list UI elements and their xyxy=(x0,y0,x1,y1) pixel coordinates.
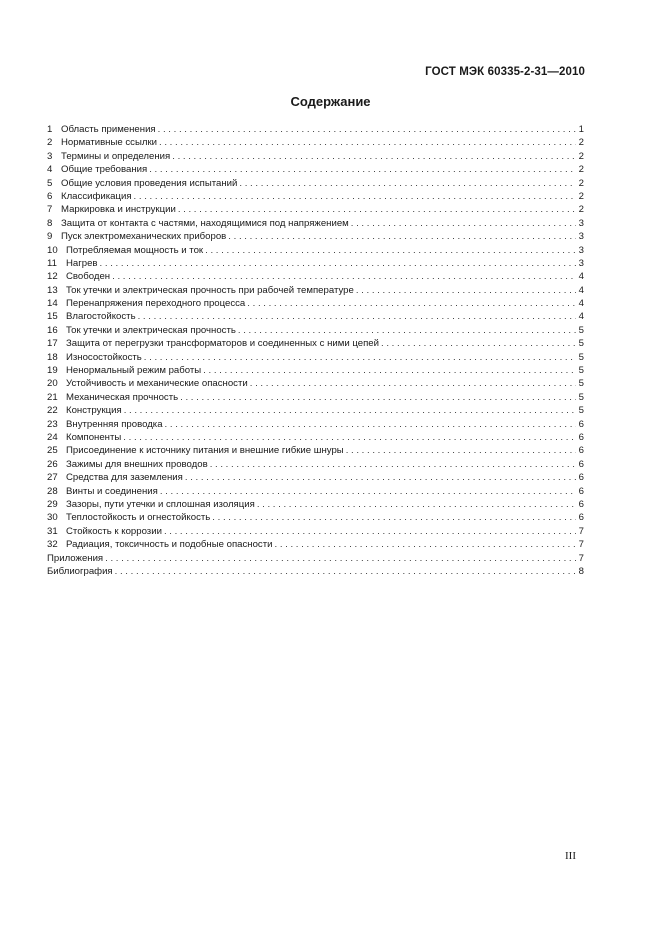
toc-entry-page: 4 xyxy=(578,298,584,310)
toc-leader-dots xyxy=(238,324,576,337)
toc-entry-number: 26 xyxy=(47,458,58,470)
toc-entry-page: 4 xyxy=(578,284,584,296)
toc-entry-label: Ненормальный режим работы xyxy=(66,365,202,377)
toc-entry[interactable] xyxy=(47,324,584,337)
toc-entry-label: Нормативные ссылки xyxy=(61,137,158,149)
toc-entry-label: Влагостойкость xyxy=(66,311,136,323)
toc-entry-number: 5 xyxy=(47,177,53,189)
toc-entry-page: 2 xyxy=(578,190,584,202)
toc-leader-dots xyxy=(247,297,576,310)
toc-entry-number: 15 xyxy=(47,311,58,323)
toc-leader-dots xyxy=(356,284,576,297)
toc-entry-number: 22 xyxy=(47,405,58,417)
table-of-contents xyxy=(47,123,584,578)
toc-leader-dots xyxy=(138,310,576,323)
toc-entry[interactable] xyxy=(47,163,584,176)
toc-leader-dots xyxy=(158,123,576,136)
toc-entry[interactable] xyxy=(47,364,584,377)
toc-leader-dots xyxy=(160,485,576,498)
toc-entry-label: Защита от контакта с частями, находящимися под напряжением xyxy=(61,217,349,229)
toc-entry[interactable] xyxy=(47,123,584,136)
toc-entry-label: Средства для заземления xyxy=(66,472,183,484)
toc-entry[interactable] xyxy=(47,471,584,484)
toc-entry-number: 29 xyxy=(47,498,58,510)
toc-entry-number: 1 xyxy=(47,124,53,135)
toc-leader-dots xyxy=(257,498,576,511)
toc-leader-dots xyxy=(210,458,576,471)
toc-entry-number: 30 xyxy=(47,512,58,524)
toc-entry-label: Износостойкость xyxy=(66,351,142,363)
toc-entry[interactable] xyxy=(47,351,584,364)
toc-leader-dots xyxy=(351,217,576,230)
toc-leader-dots xyxy=(228,230,576,243)
toc-leader-dots xyxy=(239,177,576,190)
toc-leader-dots xyxy=(185,471,576,484)
toc-leader-dots xyxy=(115,565,576,578)
toc-title: Содержание xyxy=(290,94,371,109)
toc-entry-number: 23 xyxy=(47,418,58,430)
toc-entry-page: 5 xyxy=(578,324,584,336)
toc-entry[interactable] xyxy=(47,377,584,390)
toc-leader-dots xyxy=(112,270,576,283)
toc-entry-page: 6 xyxy=(578,498,584,510)
toc-leader-dots xyxy=(144,351,576,364)
toc-entry-number: 2 xyxy=(47,137,53,149)
toc-entry-label: Библиография xyxy=(47,565,113,577)
toc-entry-label: Внутренняя проводка xyxy=(66,418,163,430)
toc-entry[interactable] xyxy=(47,431,584,444)
toc-entry-label: Компоненты xyxy=(66,431,122,443)
toc-entry-number: 32 xyxy=(47,539,58,551)
toc-leader-dots xyxy=(205,244,576,257)
toc-entry-page: 5 xyxy=(578,391,584,403)
toc-leader-dots xyxy=(381,337,576,350)
toc-entry[interactable] xyxy=(47,418,584,431)
toc-entry-page: 2 xyxy=(578,164,584,176)
toc-entry[interactable] xyxy=(47,565,584,578)
toc-entry[interactable] xyxy=(47,297,584,310)
toc-entry-number: 21 xyxy=(47,391,58,403)
toc-entry-label: Маркировка и инструкции xyxy=(61,204,176,216)
toc-entry-label: Механическая прочность xyxy=(66,391,179,403)
toc-entry-page: 2 xyxy=(578,177,584,189)
toc-entry[interactable] xyxy=(47,391,584,404)
toc-leader-dots xyxy=(274,538,576,551)
toc-entry-page: 6 xyxy=(578,418,584,430)
toc-entry-label: Ток утечки и электрическая прочность при рабочей температуре xyxy=(66,284,354,296)
toc-entry-label: Радиация, токсичность и подобные опасности xyxy=(66,539,273,551)
toc-entry-page: 4 xyxy=(578,271,584,283)
toc-leader-dots xyxy=(212,511,576,524)
toc-entry[interactable] xyxy=(47,485,584,498)
toc-entry-label: Зазоры, пути утечки и сплошная изоляция xyxy=(66,498,255,510)
toc-entry-number: 28 xyxy=(47,485,58,497)
toc-entry-page: 3 xyxy=(578,231,584,243)
toc-entry-label: Перенапряжения переходного процесса xyxy=(66,298,246,310)
toc-entry[interactable] xyxy=(47,284,584,297)
toc-entry-number: 16 xyxy=(47,324,58,336)
toc-leader-dots xyxy=(149,163,576,176)
toc-entry-page: 5 xyxy=(578,365,584,377)
toc-entry-page: 7 xyxy=(578,525,584,537)
toc-entry-page: 6 xyxy=(578,445,584,457)
toc-entry[interactable] xyxy=(47,525,584,538)
toc-entry-number: 31 xyxy=(47,525,58,537)
toc-entry-number: 13 xyxy=(47,284,58,296)
toc-entry-number: 20 xyxy=(47,378,58,390)
toc-leader-dots xyxy=(165,418,576,431)
toc-entry-page: 7 xyxy=(578,552,584,564)
toc-entry-label: Защита от перегрузки трансформаторов и соединенных с ними цепей xyxy=(66,338,379,350)
toc-entry-label: Термины и определения xyxy=(61,150,171,162)
toc-entry-label: Потребляемая мощность и ток xyxy=(66,244,204,256)
toc-entry[interactable] xyxy=(47,230,584,243)
toc-entry-label: Пуск электромеханических приборов xyxy=(61,231,227,243)
toc-leader-dots xyxy=(203,364,576,377)
toc-entry-number: 27 xyxy=(47,472,58,484)
toc-entry[interactable] xyxy=(47,203,584,216)
toc-entry-number: 7 xyxy=(47,204,53,216)
toc-entry-label: Устойчивость и механические опасности xyxy=(66,378,248,390)
toc-leader-dots xyxy=(164,525,576,538)
toc-entry-label: Нагрев xyxy=(66,257,98,269)
toc-leader-dots xyxy=(123,431,576,444)
toc-entry-number: 10 xyxy=(47,244,58,256)
toc-entry[interactable] xyxy=(47,150,584,163)
toc-entry-number: 4 xyxy=(47,164,53,176)
toc-entry-number: 19 xyxy=(47,365,58,377)
toc-entry-label: Свободен xyxy=(66,271,111,283)
toc-entry-page: 2 xyxy=(578,150,584,162)
toc-entry-page: 7 xyxy=(578,539,584,551)
page-number: III xyxy=(565,850,576,862)
toc-leader-dots xyxy=(159,136,576,149)
toc-entry[interactable] xyxy=(47,136,584,149)
toc-entry-label: Присоединение к источнику питания и внешние гибкие шнуры xyxy=(66,445,344,457)
toc-entry-page: 5 xyxy=(578,378,584,390)
toc-leader-dots xyxy=(105,552,576,565)
toc-leader-dots xyxy=(100,257,576,270)
toc-entry-page: 6 xyxy=(578,485,584,497)
toc-entry-page: 1 xyxy=(578,124,584,135)
toc-entry-page: 5 xyxy=(578,338,584,350)
toc-entry-label: Ток утечки и электрическая прочность xyxy=(66,324,236,336)
toc-entry[interactable] xyxy=(47,257,584,270)
toc-entry[interactable] xyxy=(47,458,584,471)
toc-entry-page: 2 xyxy=(578,137,584,149)
toc-entry[interactable] xyxy=(47,538,584,551)
toc-entry-number: 12 xyxy=(47,271,58,283)
toc-entry-page: 5 xyxy=(578,351,584,363)
toc-entry-number: 17 xyxy=(47,338,58,350)
toc-entry-label: Общие требования xyxy=(61,164,148,176)
toc-entry-page: 6 xyxy=(578,472,584,484)
toc-entry-page: 4 xyxy=(578,311,584,323)
toc-entry[interactable] xyxy=(47,310,584,323)
toc-entry-page: 5 xyxy=(578,405,584,417)
toc-entry-number: 3 xyxy=(47,150,53,162)
toc-entry-page: 6 xyxy=(578,512,584,524)
toc-entry-number: 24 xyxy=(47,431,58,443)
toc-entry-label: Винты и соединения xyxy=(66,485,158,497)
toc-entry-page: 3 xyxy=(578,217,584,229)
toc-entry-label: Приложения xyxy=(47,552,104,564)
toc-entry[interactable] xyxy=(47,177,584,190)
toc-entry[interactable] xyxy=(47,404,584,417)
toc-entry-number: 11 xyxy=(47,257,57,269)
toc-entry-page: 8 xyxy=(578,565,584,577)
toc-entry-page: 3 xyxy=(578,244,584,256)
toc-entry-label: Общие условия проведения испытаний xyxy=(61,177,238,189)
toc-entry-label: Конструкция xyxy=(66,405,122,417)
toc-entry-number: 25 xyxy=(47,445,58,457)
toc-entry-label: Классификация xyxy=(61,190,132,202)
toc-entry-label: Область применения xyxy=(61,124,156,135)
toc-leader-dots xyxy=(172,150,576,163)
toc-entry-page: 6 xyxy=(578,458,584,470)
toc-entry-number: 14 xyxy=(47,298,58,310)
toc-leader-dots xyxy=(346,444,576,457)
toc-entry-page: 2 xyxy=(578,204,584,216)
toc-entry[interactable] xyxy=(47,511,584,524)
toc-leader-dots xyxy=(250,377,576,390)
toc-entry-number: 8 xyxy=(47,217,53,229)
toc-entry-number: 6 xyxy=(47,190,53,202)
toc-leader-dots xyxy=(124,404,576,417)
toc-entry-number: 9 xyxy=(47,231,53,243)
document-identifier: ГОСТ МЭК 60335-2-31—2010 xyxy=(425,66,585,78)
toc-entry[interactable] xyxy=(47,498,584,511)
toc-entry[interactable] xyxy=(47,270,584,283)
toc-entry[interactable] xyxy=(47,244,584,257)
toc-entry-label: Зажимы для внешних проводов xyxy=(66,458,208,470)
toc-entry[interactable] xyxy=(47,444,584,457)
toc-leader-dots xyxy=(178,203,576,216)
toc-entry[interactable] xyxy=(47,190,584,203)
toc-entry-label: Теплостойкость и огнестойкость xyxy=(66,512,211,524)
toc-entry[interactable] xyxy=(47,552,584,565)
toc-entry[interactable] xyxy=(47,217,584,230)
toc-leader-dots xyxy=(180,391,576,404)
toc-entry-label: Стойкость к коррозии xyxy=(66,525,162,537)
toc-entry[interactable] xyxy=(47,337,584,350)
toc-entry-page: 3 xyxy=(578,257,584,269)
toc-entry-page: 6 xyxy=(578,431,584,443)
toc-leader-dots xyxy=(134,190,576,203)
toc-entry-number: 18 xyxy=(47,351,58,363)
